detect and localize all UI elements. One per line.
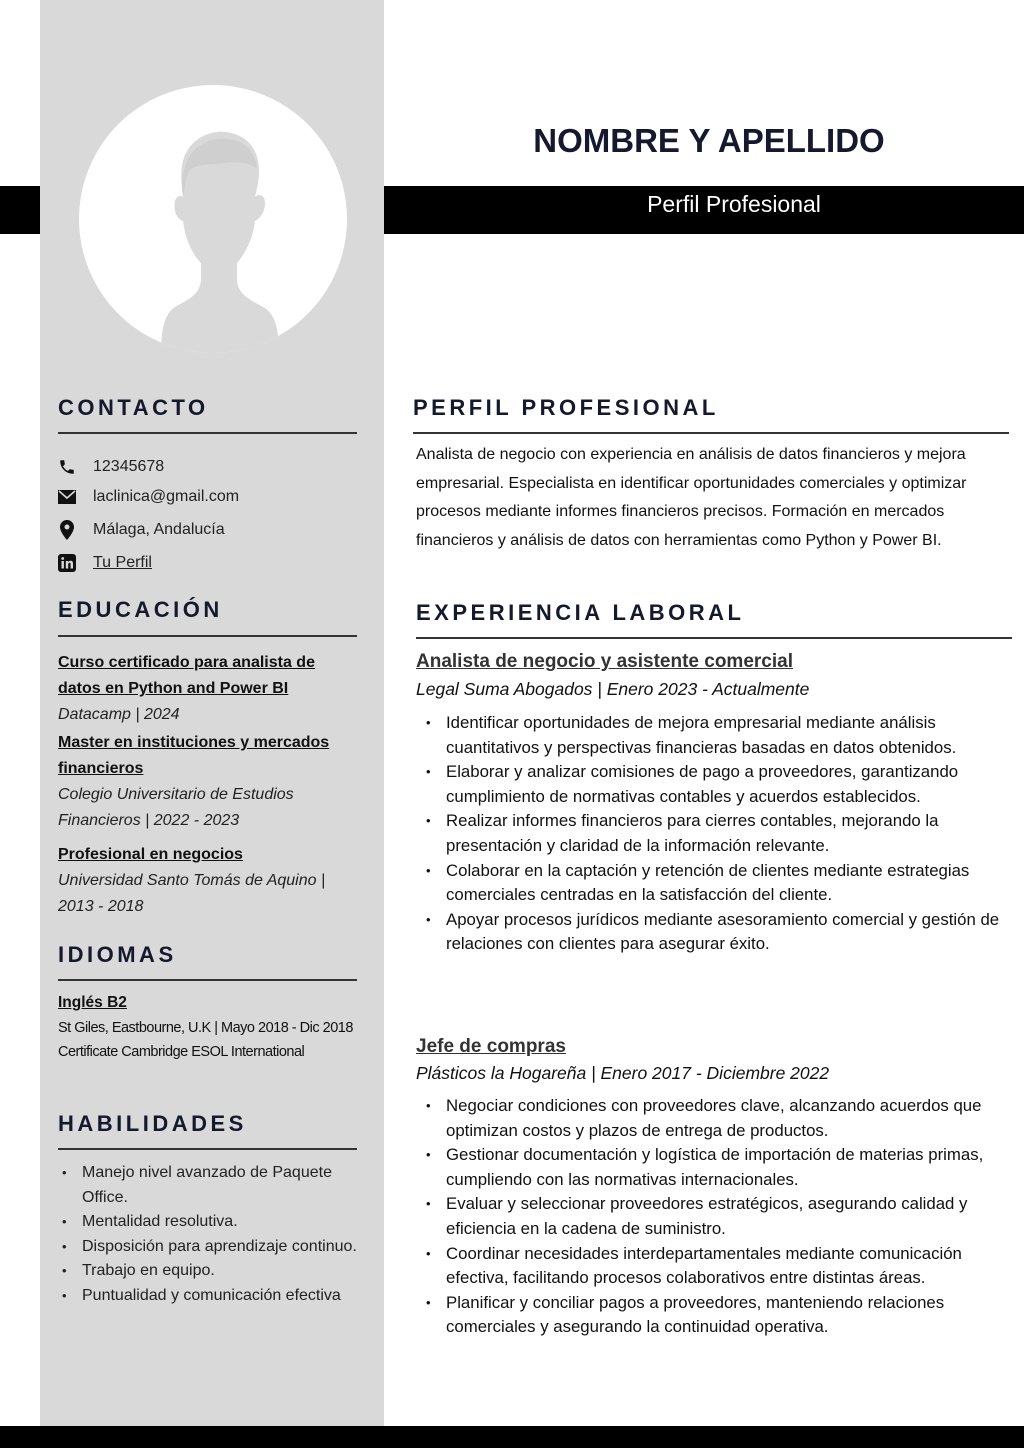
phone-icon xyxy=(58,458,76,476)
languages-divider xyxy=(58,979,357,981)
skills-list xyxy=(58,1161,368,1309)
language-item xyxy=(58,991,358,1065)
contact-phone: 12345678 xyxy=(93,458,165,475)
language-detail: St Giles, Eastbourne, U.K | Mayo 2018 - Dic 2018 xyxy=(58,1019,353,1036)
job-bullet: • Identificar oportunidades de mejora empresarial mediante análisis cuantitativos y perspectivas financieras basadas en datos obtenidos. xyxy=(422,711,1017,760)
skill-item: • Disposición para aprendizaje continuo. xyxy=(58,1235,368,1260)
skill-item: • Trabajo en equipo. xyxy=(58,1259,368,1284)
skill-item: • Manejo nivel avanzado de Paquete Office. xyxy=(58,1161,368,1210)
linkedin-icon xyxy=(58,554,76,572)
skills-heading: HABILIDADES xyxy=(58,1111,247,1136)
candidate-subtitle: Perfil Profesional xyxy=(647,191,821,217)
contact-linkedin-row xyxy=(58,551,152,575)
contact-email-row xyxy=(58,485,240,509)
job-bullet: • Planificar y conciliar pagos a proveedores, manteniendo relaciones comerciales y asegurando la continuidad operativa. xyxy=(422,1291,1017,1340)
email-icon xyxy=(58,488,76,506)
job-bullet: • Coordinar necesidades interdepartamentales mediante comunicación efectiva, facilitando procesos colaborativos entre distintas áreas. xyxy=(422,1242,1017,1291)
job-bullet: • Realizar informes financieros para cierres contables, mejorando la presentación y claridad de la información relevante. xyxy=(422,809,1017,858)
profile-photo xyxy=(79,85,347,353)
contact-phone-row xyxy=(58,455,165,479)
job-title: Jefe de compras xyxy=(416,1036,566,1057)
location-pin-icon xyxy=(58,521,76,539)
education-detail: Universidad Santo Tomás de Aquino | 2013 - 2018 xyxy=(58,872,326,915)
language-name: Inglés B2 xyxy=(58,994,127,1011)
languages-heading: IDIOMAS xyxy=(58,942,177,967)
job-company: Plásticos la Hogareña | Enero 2017 - Diciembre 2022 xyxy=(416,1063,830,1083)
bottom-band xyxy=(0,1426,1024,1448)
profile-summary: Analista de negocio con experiencia en análisis de datos financieros y mejora empresarial. Especialista en identificar oportunidades comerciales y optimizar procesos mediante informes financieros precisos. Formación en mercados financieros y análisis de datos con herramientas como Python y Power BI. xyxy=(416,446,967,549)
education-detail: Datacamp | 2024 xyxy=(58,706,180,723)
education-heading: EDUCACIÓN xyxy=(58,597,223,622)
candidate-name: NOMBRE Y APELLIDO xyxy=(533,122,885,159)
job-bullet: • Elaborar y analizar comisiones de pago a proveedores, garantizando cumplimiento de normativas contables y acuerdos establecidos. xyxy=(422,760,1017,809)
avatar-silhouette-icon xyxy=(79,85,347,353)
education-detail: Colegio Universitario de Estudios Financieros | 2022 - 2023 xyxy=(58,786,294,829)
language-certificate: Certificate Cambridge ESOL International xyxy=(58,1044,305,1060)
job-bullets xyxy=(422,1094,1017,1340)
job-bullet: • Evaluar y seleccionar proveedores estratégicos, asegurando calidad y eficiencia en la cadena de suministro. xyxy=(422,1192,1017,1241)
skills-divider xyxy=(58,1148,357,1150)
education-item xyxy=(58,842,358,920)
experience-heading: EXPERIENCIA LABORAL xyxy=(416,600,745,625)
contact-location-row xyxy=(58,518,225,542)
profile-divider xyxy=(413,432,1009,434)
education-degree: Curso certificado para analista de datos en Python and Power BI xyxy=(58,654,315,697)
experience-divider xyxy=(416,637,1012,639)
education-degree: Profesional en negocios xyxy=(58,846,243,863)
job-bullet: • Negociar condiciones con proveedores clave, alcanzando acuerdos que optimizan costos y plazos de entrega de productos. xyxy=(422,1094,1017,1143)
education-degree: Master en instituciones y mercados financieros xyxy=(58,734,330,777)
job-bullets xyxy=(422,711,1017,957)
education-divider xyxy=(58,635,357,637)
job-bullet: • Colaborar en la captación y retención de clientes mediante estrategias comerciales centradas en la satisfacción del cliente. xyxy=(422,859,1017,908)
profile-heading: PERFIL PROFESIONAL xyxy=(413,395,719,420)
contact-heading: CONTACTO xyxy=(58,395,209,420)
job-bullet: • Apoyar procesos jurídicos mediante asesoramiento comercial y gestión de relaciones con clientes para asegurar éxito. xyxy=(422,908,1017,957)
contact-divider xyxy=(58,432,357,434)
skill-item: • Puntualidad y comunicación efectiva xyxy=(58,1284,368,1309)
left-accent-band xyxy=(0,186,40,234)
job-title: Analista de negocio y asistente comercial xyxy=(416,651,793,672)
job-company: Legal Suma Abogados | Enero 2023 - Actualmente xyxy=(416,679,810,699)
contact-email[interactable]: laclinica@gmail.com xyxy=(93,488,240,505)
contact-linkedin-link[interactable]: Tu Perfil xyxy=(93,554,152,571)
skill-item: • Mentalidad resolutiva. xyxy=(58,1210,368,1235)
education-item xyxy=(58,730,358,834)
education-item xyxy=(58,650,358,728)
job-bullet: • Gestionar documentación y logística de importación de materias primas, cumpliendo con las normativas internacionales. xyxy=(422,1143,1017,1192)
contact-location: Málaga, Andalucía xyxy=(93,521,225,538)
